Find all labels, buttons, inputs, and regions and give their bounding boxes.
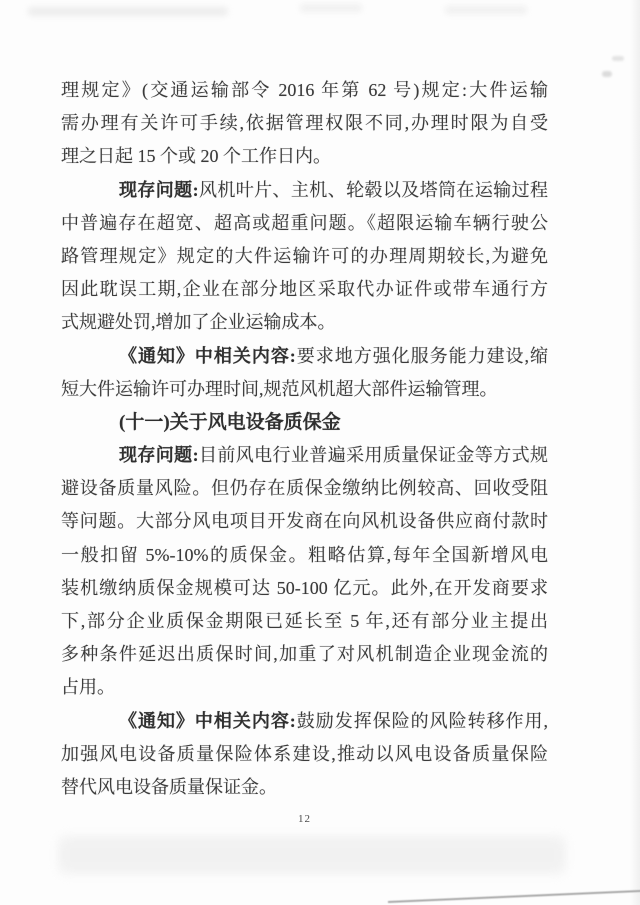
text-line	[61, 174, 548, 207]
section-heading	[61, 406, 548, 439]
scan-smudge-top-left	[28, 7, 228, 16]
text-line	[61, 240, 548, 273]
text-line	[61, 207, 548, 240]
document-body	[61, 74, 548, 804]
text-run: 避设备质量风险。但仍存在质保金缴纳比例较高、回收受阻	[61, 478, 548, 499]
text-run: 要求地方强化服务能力建设,缩	[295, 345, 548, 366]
text-line	[61, 472, 548, 505]
scan-bottom-corner-line	[388, 890, 640, 903]
text-line	[61, 373, 548, 406]
text-run: 中普遍存在超宽、超高或超重问题。《超限运输车辆行驶公	[61, 212, 548, 233]
bold-run: 现存问题:	[119, 179, 199, 200]
text-run: 加强风电设备质量保险体系建设,推动以风电设备质量保险	[61, 743, 548, 764]
text-line	[61, 738, 548, 771]
bold-run: 现存问题:	[119, 445, 199, 466]
text-line	[61, 771, 548, 804]
bold-run: (十一)关于风电设备质保金	[119, 411, 341, 433]
scan-bottom-shadow-band	[58, 836, 566, 874]
text-run: 式规避处罚,增加了企业运输成本。	[61, 312, 336, 333]
text-run: 因此耽误工期,企业在部分地区采取代办证件或带车通行方	[61, 279, 548, 300]
text-line	[61, 340, 548, 373]
text-run: 风机叶片、主机、轮毂以及塔筒在运输过程	[198, 179, 548, 200]
text-run: 需办理有关许可手续,依据管理权限不同,办理时限为自受	[61, 113, 548, 134]
text-run: 鼓励发挥保险的风险转移作用,	[295, 710, 548, 731]
text-run: 目前风电行业普遍采用质量保证金等方式规	[198, 445, 548, 466]
text-run: 理规定》(交通运输部令 2016 年第 62 号)规定:大件运输	[61, 80, 548, 100]
text-line	[61, 705, 548, 738]
text-line	[61, 140, 548, 173]
text-run: 多种条件延迟出质保时间,加重了对风机制造企业现金流的	[61, 644, 548, 665]
text-line	[61, 572, 548, 605]
text-line	[61, 539, 548, 572]
text-line	[61, 107, 548, 140]
text-run: 装机缴纳质保金规模可达 50-100 亿元。此外,在开发商要求	[61, 577, 548, 598]
text-line	[61, 439, 548, 472]
scan-speck-right-1	[602, 71, 612, 77]
text-line	[61, 273, 548, 306]
scan-right-edge-shadow	[630, 0, 640, 905]
text-line	[61, 306, 548, 339]
scan-smudge-top-right	[445, 6, 527, 14]
text-run: 替代风电设备质量保证金。	[61, 776, 277, 797]
text-line	[61, 505, 548, 538]
page-number: 12	[298, 813, 311, 825]
text-run: 理之日起 15 个或 20 个工作日内。	[61, 146, 331, 167]
bold-run: 《通知》中相关内容:	[119, 345, 296, 366]
text-line	[61, 671, 548, 704]
scan-smudge-top-middle	[300, 4, 362, 12]
text-run: 一般扣留 5%-10%的质保金。粗略估算,每年全国新增风电	[61, 544, 548, 565]
text-line	[61, 638, 548, 671]
scan-speck-right-2	[612, 56, 624, 61]
text-line	[61, 605, 548, 638]
text-run: 路管理规定》规定的大件运输许可的办理周期较长,为避免	[61, 245, 548, 266]
text-run: 占用。	[61, 677, 115, 698]
text-line	[61, 74, 548, 107]
bold-run: 《通知》中相关内容:	[119, 710, 296, 731]
text-run: 等问题。大部分风电项目开发商在向风机设备供应商付款时	[61, 511, 548, 532]
text-run: 短大件运输许可办理时间,规范风机超大部件运输管理。	[61, 378, 498, 399]
text-run: 下,部分企业质保金期限已延长至 5 年,还有部分业主提出	[61, 611, 548, 631]
